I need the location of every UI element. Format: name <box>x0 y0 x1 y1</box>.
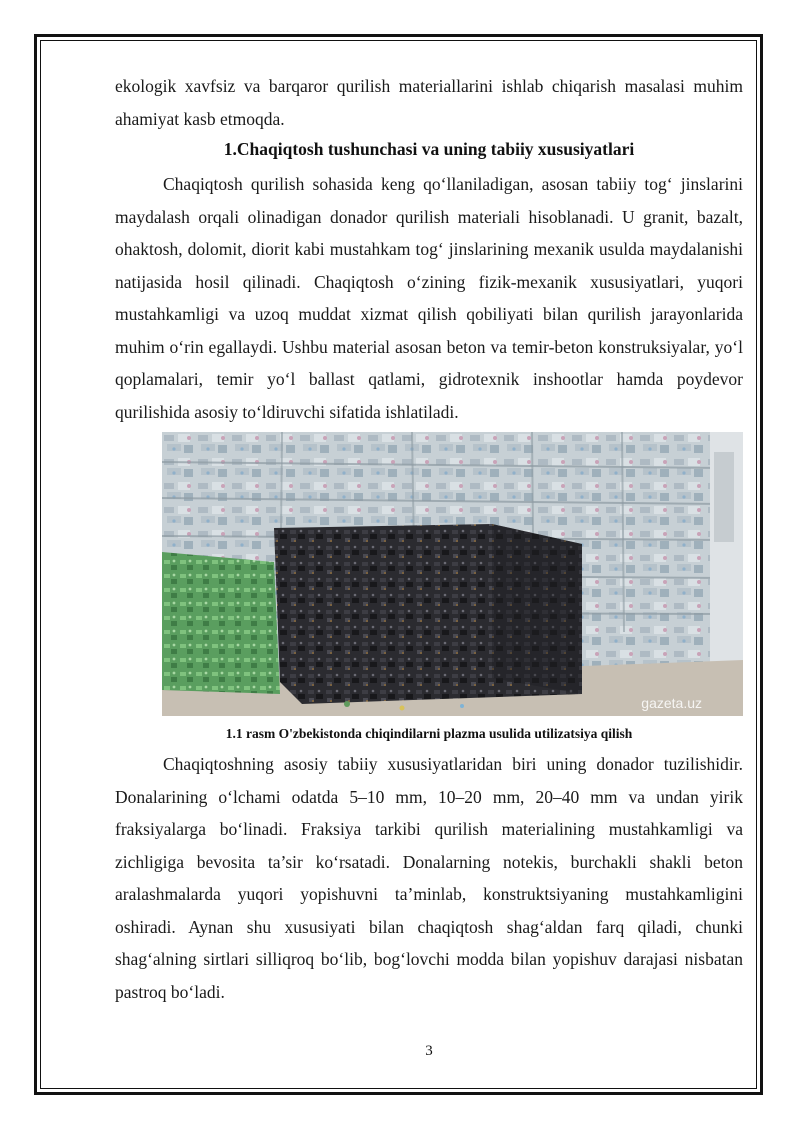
paragraph-definition: Chaqiqtosh qurilish sohasida keng qo‘llaniladigan, asosan tabiiy tog‘ jinslarini maydalash orqali olinadigan donador qurilish materiali hisoblanadi. U granit, bazalt, ohaktosh, dolomit, diorit kabi mustahkam tog‘ jinslarining mexanik usulda maydalanishi natijasida hosil qilinadi. Chaqiqtosh o‘zining fizik-mexanik xususiyatlari, yuqori mustahkamligi va uzoq muddat xizmat qilish qobiliyati bilan qurilish jarayonlarida muhim o‘rin egallaydi. Ushbu material asosan beton va temir-beton konstruksiyalar, yo‘l qoplamalari, temir yo‘l ballast qatlami, gidrotexnik inshootlar hamda poydevor qurilishida asosiy to‘ldiruvchi sifatida ishlatiladi. <box>115 174 743 422</box>
figure-photo <box>162 432 743 716</box>
paragraph-intro: ekologik xavfsiz va barqaror qurilish materiallarini ishlab chiqarish masalasi muhim ahamiyat kasb etmoqda. <box>115 76 743 129</box>
figure-caption: 1.1 rasm O'zbekistonda chiqindilarni plazma usulida utilizatsiya qilish <box>225 726 633 741</box>
section-heading: 1.Chaqiqtosh tushunchasi va uning tabiiy xususiyatlari <box>223 139 635 159</box>
plastic-bales-photo-icon <box>162 432 743 716</box>
page-number: 3 <box>425 1043 433 1059</box>
paragraph-properties: Chaqiqtoshning asosiy tabiiy xususiyatlaridan biri uning donador tuzilishidir. Donalarining o‘lchami odatda 5–10 mm, 10–20 mm, 20–40 mm va undan yirik fraksiyalarga bo‘linadi. Fraksiya tarkibi qurilish materialining mustahkamligi va zichligiga bevosita ta’sir ko‘rsatadi. Donalarning notekis, burchakli shakli beton aralashmalarda yuqori yopishuvni ta’minlab, konstruktsiyaning mustahkamligini oshiradi. Aynan shu xususiyati bilan chaqiqtosh shag‘aldan farq qiladi, chunki shag‘alning sirtlari silliqroq bo‘lib, bog‘lovchi modda bilan yopishuv darajasi nisbatan pastroq bo‘ladi. <box>115 754 743 1002</box>
watermark-label: gazeta.uz <box>641 695 702 711</box>
